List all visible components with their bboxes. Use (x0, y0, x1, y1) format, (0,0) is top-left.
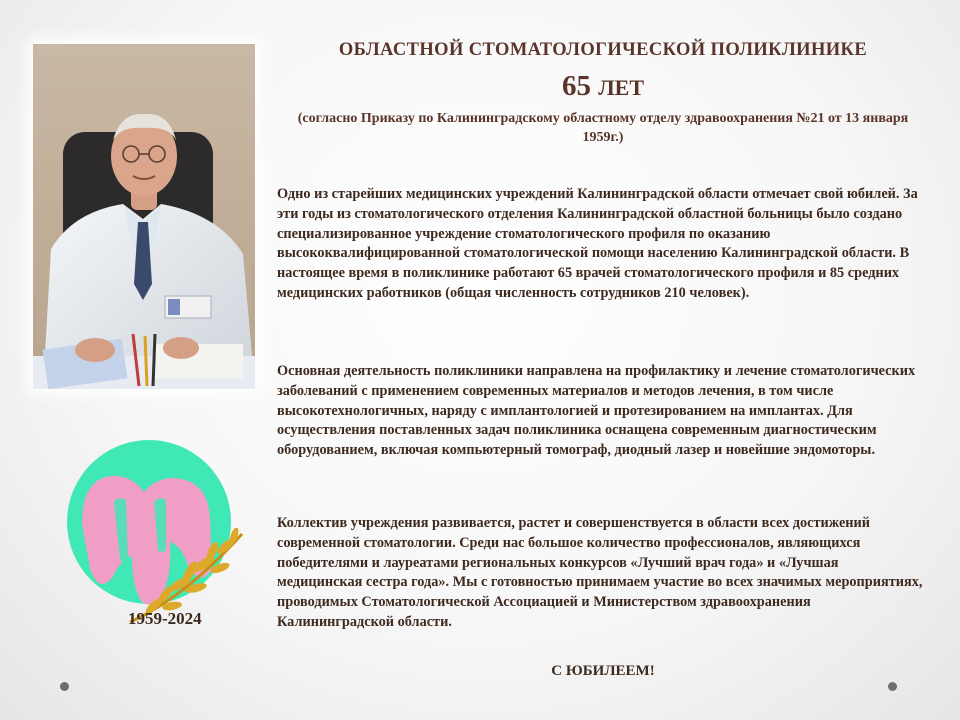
decorative-dot (888, 682, 897, 691)
title-block (280, 40, 926, 147)
doctor-portrait-photo (33, 44, 255, 389)
decorative-dot (60, 682, 69, 691)
order-subtitle: (согласно Приказу по Калининградскому областному отделу здравоохранения №21 от 13 января 1959г.) (297, 111, 909, 145)
paragraph-team: Коллектив учреждения развивается, растет и совершенствуется в области всех достижений современной стоматологии. Среди нас большое количество профессионалов, являющихся победителями и лауреатами региональных конкурсов «Лучший врач года» и «Лучшая медицинская сестра года». Мы с готовностью принимаем участие во всех значимых мероприятиях, проводимых Стоматологической Ассоциацией и Министерством здравоохранения Калининградской области. (277, 515, 923, 630)
paragraph-activities: Основная деятельность поликлиники направлена на профилактику и лечение стоматологических заболеваний с применением современных материалов и методов лечения, в том числе высокотехнологичных, наряду с имплантологией и протезированием на имплантах. Для осуществления поставленных задач поликлиника оснащена современным диагностическим оборудованием, включая компьютерный томограф, диодный лазер и новейшие эндомоторы. (277, 363, 916, 459)
years-range-label: 1959-2024 (128, 609, 202, 628)
paragraph-history: Одно из старейших медицинских учреждений Калининградской области отмечает свой юбилей. За эти годы из стоматологического отделения Калининградской областной больницы было создано специализированное учреждение стоматологического профиля по оказанию высококвалифицированной стоматологической помощи населению Калининградской области. В настоящее время в поликлинике работают 65 врачей стоматологического профиля и 85 средних медицинских работников (общая численность сотрудников 210 человек). (277, 186, 918, 301)
tooth-logo-icon (62, 438, 252, 628)
years-number: 65 (562, 70, 591, 102)
years-unit: ЛЕТ (598, 75, 644, 100)
closing-greeting: С ЮБИЛЕЕМ! (551, 663, 655, 679)
page-title: ОБЛАСТНОЙ СТОМАТОЛОГИЧЕСКОЙ ПОЛИКЛИНИКЕ (338, 40, 868, 60)
title-years (280, 70, 926, 103)
